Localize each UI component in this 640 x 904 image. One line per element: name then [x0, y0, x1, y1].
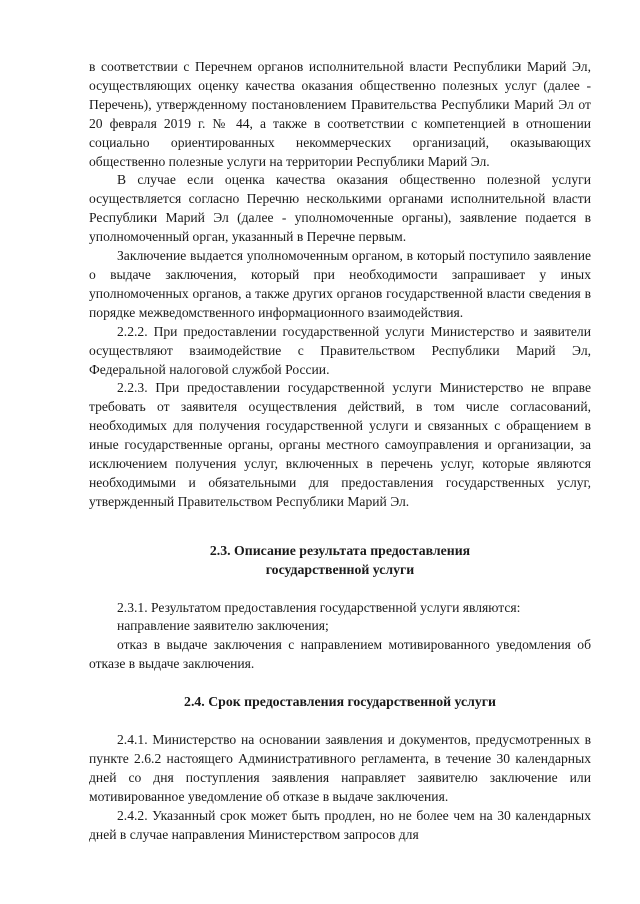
paragraph-result-direction: направление заявителю заключения; [117, 618, 329, 634]
paragraph-2-2-3: 2.2.3. При предоставлении государственной услуги Министерство не вправе требовать от заявителя осуществления действий, в том числе согласований, необходимых для получения государственной услуги и связанных с обращением в иные государственные органы, органы местного самоуправления и организации, за исключением получения услуг, включенных в перечень услуг, которые являются необходимыми и обязательными для предоставления государственных услуг, утвержденный Правительством Республики Марий Эл. [89, 380, 591, 509]
paragraph-multiple-organs: В случае если оценка качества оказания общественно полезной услуги осуществляется согласно Перечню несколькими органами исполнительной власти Республики Марий Эл (далее - уполномоченные органы), заявление подается в уполномоченный орган, указанный в Перечне первым. [89, 172, 591, 245]
paragraph-result-refusal: отказ в выдаче заключения с направлением мотивированного уведомления об отказе в выдаче заключения. [89, 637, 591, 672]
paragraph-2-4-1: 2.4.1. Министерство на основании заявления и документов, предусмотренных в пункте 2.6.2 настоящего Административного регламента, в течение 30 календарных дней со дня поступления заявления направляет заявителю заключение или мотивированное уведомление об отказе в выдаче заключения. [89, 732, 591, 804]
paragraph-conclusion-issued: Заключение выдается уполномоченным органом, в который поступило заявление о выдаче заключения, который при необходимости запрашивает у иных уполномоченных органов, а также других органов государственной власти сведения в порядке межведомственного информационного взаимодействия. [89, 248, 591, 320]
paragraph-2-3-1: 2.3.1. Результатом предоставления государственной услуги являются: [117, 599, 521, 615]
section-2-3-heading-line1: 2.3. Описание результата предоставления [209, 542, 471, 558]
paragraph-2-2-2: 2.2.2. При предоставлении государственной услуги Министерство и заявители осуществляют взаимодействие с Правительством Республики Марий Эл, Федеральной налоговой службой России. [89, 323, 591, 377]
spacer [89, 580, 591, 599]
spacer [89, 712, 591, 731]
spacer [89, 674, 591, 693]
paragraph-perechen: в соответствии с Перечнем органов исполнительной власти Республики Марий Эл, осуществляющих оценку качества оказания общественно полезных услуг (далее - Перечень), утвержденному постановлением Правительства Республики Марий Эл от 20 февраля 2019 г. № 44, а также в соответствии с компетенцией в отношении социально ориентированных некоммерческих организаций, оказывающих общественно полезные услуги на территории Республики Марий Эл. [89, 59, 591, 169]
paragraph-2-4-2: 2.4.2. Указанный срок может быть продлен, но не более чем на 30 календарных дней в случае направления Министерством запросов для [89, 807, 591, 842]
section-2-3-heading-line2: государственной услуги [265, 561, 415, 577]
section-2-4-heading: 2.4. Срок предоставления государственной услуги [184, 694, 496, 710]
section-2-3-heading [89, 542, 591, 580]
spacer [89, 512, 591, 542]
